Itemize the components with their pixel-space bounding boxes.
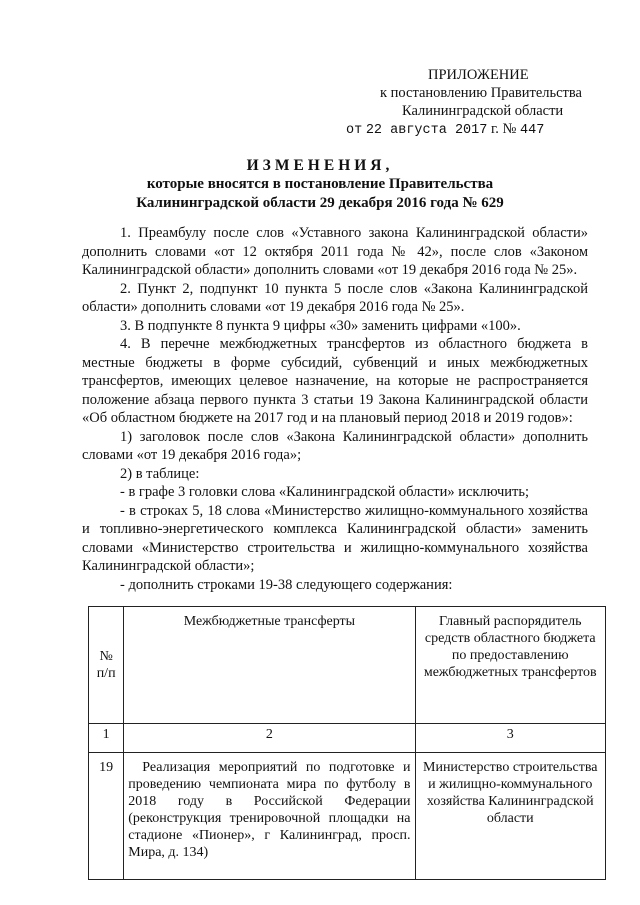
- heading-line-2: Калининградской области 29 декабря 2016 года № 629: [136, 195, 504, 211]
- header-number: № п/п: [89, 607, 124, 724]
- document-number: 447: [520, 123, 545, 138]
- document-body: [82, 224, 588, 594]
- paragraph-4: 4. В перечне межбюджетных трансфертов из областного бюджета в местные бюджеты в форме субсидий, субвенций и иных межбюджетных трансфертов, имеющих целевое назначение, на которые не распространяется положение абзаца первого пункта 3 статьи 19 Закона Калининградской области «Об областном бюджете на 2017 год и на плановый период 2018 и 2019 годов»:: [82, 336, 588, 426]
- row-number: 19: [89, 753, 124, 880]
- paragraph-2: 2. Пункт 2, подпункт 10 пункта 5 после слов «Закона Калининградской области» дополнить словами «от 19 декабря 2016 года № 25».: [82, 280, 588, 315]
- appendix-block: [340, 66, 600, 140]
- appendix-date-line: [340, 120, 600, 140]
- column-number-2: 2: [124, 724, 415, 753]
- date-value: 22 августа 2017: [365, 123, 488, 138]
- appendix-line-1: к постановлению Правительства: [380, 85, 582, 101]
- paragraph-4-2-c: - дополнить строками 19-38 следующего содержания:: [120, 576, 453, 593]
- table-header-row: [89, 607, 606, 724]
- row-transfer: Реализация мероприятий по подготовке и проведению чемпионата мира по футболу в 2018 году в Российской Федерации (реконструкция тренировочной площадки на стадионе «Пионер», г Калининград, просп. Мира, д. 134): [124, 753, 415, 880]
- paragraph-1: 1. Преамбулу после слов «Уставного закона Калининградской области» дополнить словами «от 12 октября 2011 года № 42», после слов «Законом Калининградской области» дополнить словами «от 19 декабря 2016 года № 25».: [82, 225, 588, 278]
- paragraph-4-2-a: - в графе 3 головки слова «Калининградской области» исключить;: [120, 484, 530, 500]
- column-number-3: 3: [415, 724, 605, 753]
- header-transfers: Межбюджетные трансферты: [124, 607, 415, 724]
- paragraph-4-1: 1) заголовок после слов «Закона Калининградской области» дополнить словами «от 19 декабря 2016 года»;: [82, 428, 588, 463]
- heading-line-1: которые вносятся в постановление Правительства: [146, 176, 494, 192]
- paragraph-3: 3. В подпункте 8 пункта 9 цифры «30» заменить цифрами «100».: [120, 317, 521, 334]
- appendix-title: ПРИЛОЖЕНИЕ: [428, 67, 529, 83]
- document-heading: [90, 156, 550, 213]
- table-row: [89, 753, 606, 880]
- paragraph-4-2: 2) в таблице:: [120, 465, 200, 482]
- appendix-line-2: Калининградской области: [402, 103, 564, 119]
- header-manager: Главный распорядитель средств областного бюджета по предоставлению межбюджетных трансфертов: [415, 607, 605, 724]
- paragraph-4-2-b: - в строках 5, 18 слова «Министерство жилищно-коммунального хозяйства и топливно-энергетического комплекса Калининградской области» заменить словами «Министерство строительства и жилищно-коммунального хозяйства Калининградской области»;: [82, 502, 588, 574]
- heading-title: ИЗМЕНЕНИЯ,: [246, 157, 394, 174]
- transfers-table: [88, 606, 606, 880]
- row-manager: Министерство строительства и жилищно-коммунального хозяйства Калининградской области: [415, 753, 605, 880]
- date-suffix: г. №: [490, 121, 517, 137]
- table-column-numbers-row: [89, 724, 606, 753]
- date-prefix: от: [346, 123, 363, 138]
- column-number-1: 1: [89, 724, 124, 753]
